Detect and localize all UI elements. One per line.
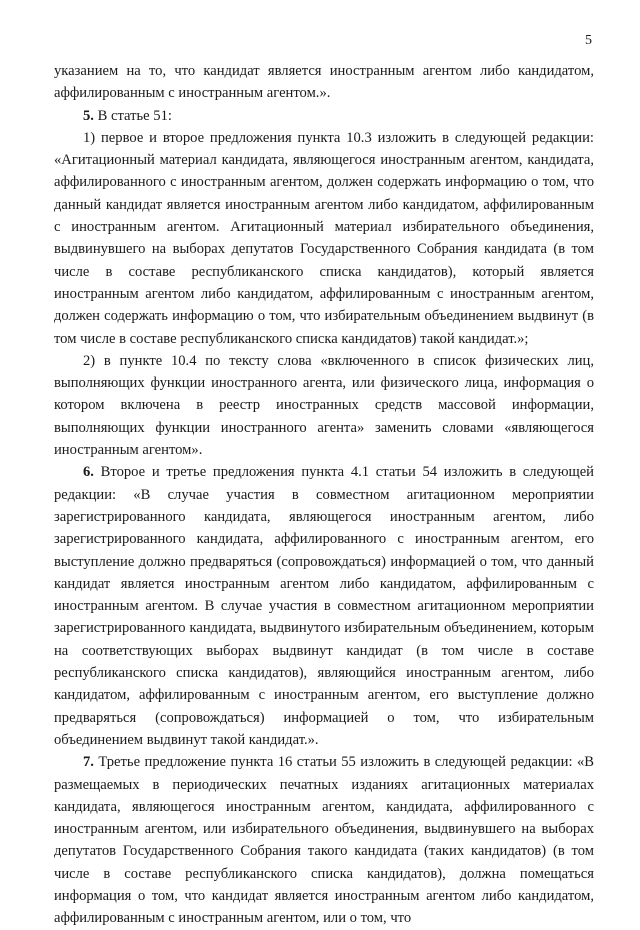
paragraph: 6. Второе и третье предложения пункта 4.1 статьи 54 изложить в следующей редакции: «В случае участия в совместном агитационном мероприятии зарегистрированного кандидата, являющегося иностранным агентом, либо зарегистрированного кандидата, аффилированного с иностранным агентом, его выступление должно предваряться (сопровождаться) информацией о том, что данный кандидат является иностранным агентом либо кандидатом, аффилированным с иностранным агентом. В случае участия в совместном агитационном мероприятии зарегистрированного кандидата, выдвинутого избирательным объединением, которым на соответствующих выборах выдвинут кандидат (в том числе в составе республиканского списка кандидатов), являющийся иностранным агентом, либо кандидатом, аффилированным с иностранным агентом, его выступление должно предваряться (сопровождаться) информацией о том, что избирательным объединением выдвинут такой кандидат.». (54, 464, 594, 748)
page-number: 5 (585, 33, 592, 48)
document-body (54, 60, 594, 930)
paragraph: 7. Третье предложение пункта 16 статьи 55 изложить в следующей редакции: «В размещаемых в периодических печатных изданиях агитационных материалах кандидата, являющегося иностранным агентом, кандидата, аффилированного с иностранным агентом, или избирательного объединения, выдвинувшего на выборах депутатов Государственного Собрания такого кандидата (таких кандидатов) (в том числе в составе республиканского списка кандидатов), должна помещаться информация о том, что кандидат является иностранным агентом либо кандидатом, аффилированным с иностранным агентом, или о том, что (54, 754, 594, 927)
paragraph: указанием на то, что кандидат является иностранным агентом либо кандидатом, аффилированным с иностранным агентом.». (54, 63, 594, 102)
item-number: 7. (83, 754, 94, 771)
item-number: 5. (83, 107, 94, 124)
item-number: 6. (83, 464, 94, 481)
paragraph: 5. В статье 51: (83, 107, 172, 124)
paragraph: 2) в пункте 10.4 по тексту слова «включенного в список физических лиц, выполняющих функции иностранного агента, или физического лица, информация о котором включена в реестр иностранных средств массовой информации, выполняющих функции иностранного агента» заменить словами «являющегося иностранным агентом». (54, 352, 594, 459)
paragraph: 1) первое и второе предложения пункта 10.3 изложить в следующей редакции: «Агитационный материал кандидата, являющегося иностранным агентом, кандидата, аффилированного с иностранным агентом, должен содержать информацию о том, что данный кандидат является иностранным агентом либо кандидатом, аффилированным с иностранным агентом. Агитационный материал избирательного объединения, выдвинувшего на выборах депутатов Государственного Собрания кандидата (в том числе в составе республиканского списка кандидатов), который является иностранным агентом либо кандидатом, аффилированным с иностранным агентом, должен содержать информацию о том, что избирательным объединением выдвинут (в том числе в составе республиканского списка кандидатов) такой кандидат.»; (54, 129, 594, 347)
